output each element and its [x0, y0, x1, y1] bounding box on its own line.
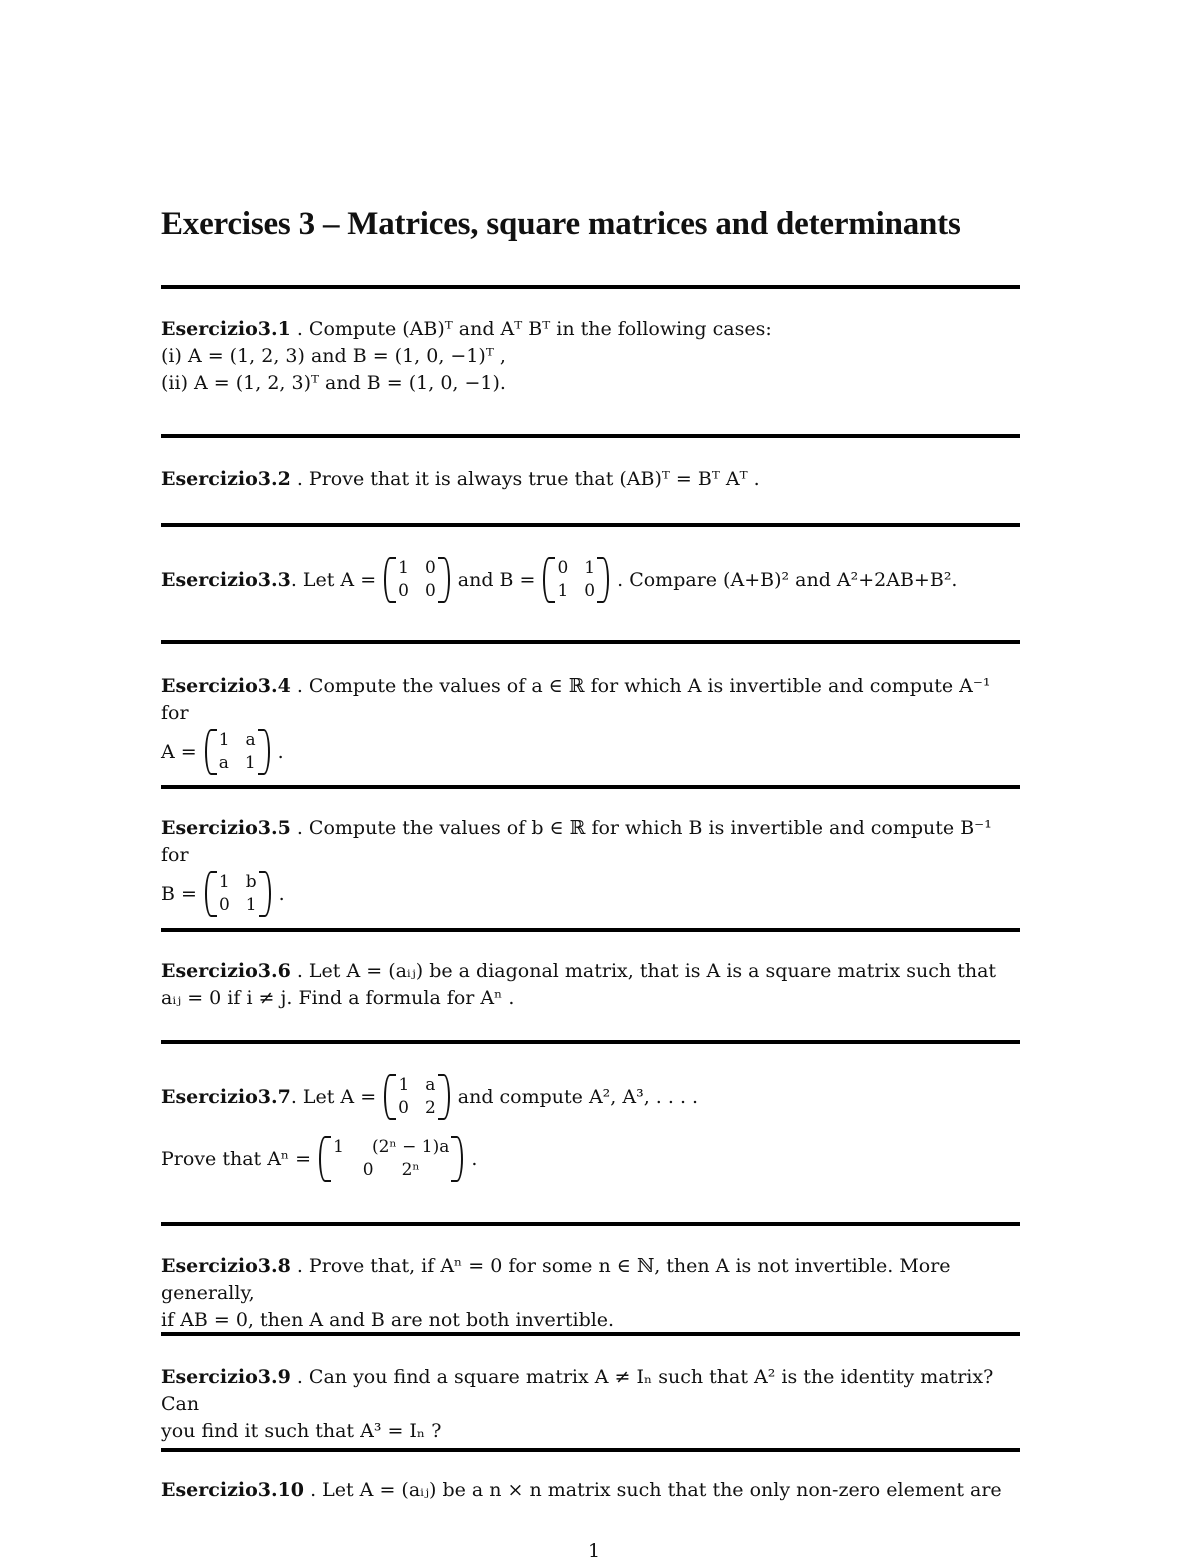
divider	[161, 434, 1020, 438]
exercise-text: . Compute the values of b ∈ ℝ for which B is invertible and compute B⁻¹ for	[161, 817, 992, 866]
divider	[161, 1332, 1020, 1336]
exercise-case-ii: (ii) A = (1, 2, 3)ᵀ and B = (1, 0, −1).	[161, 372, 506, 394]
matrix-b: 0 1 1 0	[541, 557, 611, 603]
exercise-text: . Let A = (aᵢⱼ) be a n × n matrix such that the only non-zero element are	[304, 1479, 1002, 1501]
exercise-text: . Prove that, if Aⁿ = 0 for some n ∈ ℕ, then A is not invertible. More generally,	[161, 1255, 951, 1304]
exercise-text: you find it such that A³ = Iₙ ?	[161, 1420, 442, 1442]
divider	[161, 1448, 1020, 1452]
exercise-text: . Compare (A+B)² and A²+2AB+B².	[617, 568, 958, 591]
page-number: 1	[588, 1540, 601, 1562]
divider	[161, 523, 1020, 527]
divider	[161, 1040, 1020, 1044]
exercise-text: and B =	[457, 568, 536, 591]
exercise-text: Prove that Aⁿ =	[161, 1147, 312, 1170]
divider	[161, 928, 1020, 932]
divider	[161, 640, 1020, 644]
exercise-3-6	[161, 958, 1020, 1012]
exercise-3-3	[161, 557, 1020, 603]
exercise-text: . Let A =	[290, 1085, 377, 1108]
exercise-label: Esercizio3.7	[161, 1085, 291, 1108]
exercise-label: Esercizio3.10	[161, 1479, 305, 1501]
exercise-text: . Let A = (aᵢⱼ) be a diagonal matrix, that is A is a square matrix such that	[290, 960, 997, 982]
exercise-case-i: (i) A = (1, 2, 3) and B = (1, 0, −1)ᵀ ,	[161, 345, 506, 367]
exercise-3-2	[161, 466, 1020, 493]
exercise-text: . Prove that it is always true that (AB)ᵀ = Bᵀ Aᵀ .	[290, 468, 760, 490]
document-page	[161, 0, 1020, 1562]
exercise-3-7	[161, 1074, 1020, 1182]
exercise-text: . Let A =	[290, 568, 377, 591]
matrix-a: 1 0 0 0	[382, 557, 452, 603]
divider	[161, 285, 1020, 289]
exercise-label: Esercizio3.9	[161, 1366, 291, 1388]
page-title: Exercises 3 – Matrices, square matrices and determinants	[161, 206, 961, 242]
matrix-lhs: B =	[161, 882, 197, 905]
exercise-3-9	[161, 1364, 1020, 1445]
exercise-3-5	[161, 815, 1020, 917]
exercise-label: Esercizio3.3	[161, 568, 291, 591]
matrix-a: 1 a 0 2	[382, 1074, 452, 1120]
divider	[161, 785, 1020, 789]
exercise-label: Esercizio3.5	[161, 817, 291, 839]
matrix-a: 1 a a 1	[203, 729, 272, 775]
divider	[161, 1222, 1020, 1226]
matrix-b: 1 b 0 1	[203, 871, 273, 917]
exercise-3-10	[161, 1477, 1020, 1504]
exercise-3-8	[161, 1253, 1020, 1334]
exercise-3-4	[161, 673, 1020, 775]
matrix-power: 1 (2ⁿ − 1)a 0 2ⁿ	[317, 1136, 465, 1182]
exercise-3-1	[161, 316, 1020, 397]
punctuation: .	[471, 1147, 478, 1170]
exercise-label: Esercizio3.4	[161, 675, 291, 697]
matrix-lhs: A =	[161, 740, 197, 763]
exercise-text: . Compute the values of a ∈ ℝ for which A is invertible and compute A⁻¹ for	[161, 675, 991, 724]
exercise-label: Esercizio3.8	[161, 1255, 291, 1277]
punctuation: .	[277, 740, 284, 763]
exercise-text: aᵢⱼ = 0 if i ≠ j. Find a formula for Aⁿ .	[161, 987, 515, 1009]
exercise-label: Esercizio3.6	[161, 960, 291, 982]
exercise-text: if AB = 0, then A and B are not both invertible.	[161, 1309, 615, 1331]
exercise-text: and compute A², A³, . . . .	[457, 1085, 699, 1108]
exercise-label: Esercizio3.2	[161, 468, 291, 490]
exercise-label: Esercizio3.1	[161, 318, 291, 340]
punctuation: .	[278, 882, 285, 905]
exercise-text: . Can you find a square matrix A ≠ Iₙ such that A² is the identity matrix? Can	[161, 1366, 994, 1415]
exercise-text: . Compute (AB)ᵀ and Aᵀ Bᵀ in the following cases:	[290, 318, 772, 340]
